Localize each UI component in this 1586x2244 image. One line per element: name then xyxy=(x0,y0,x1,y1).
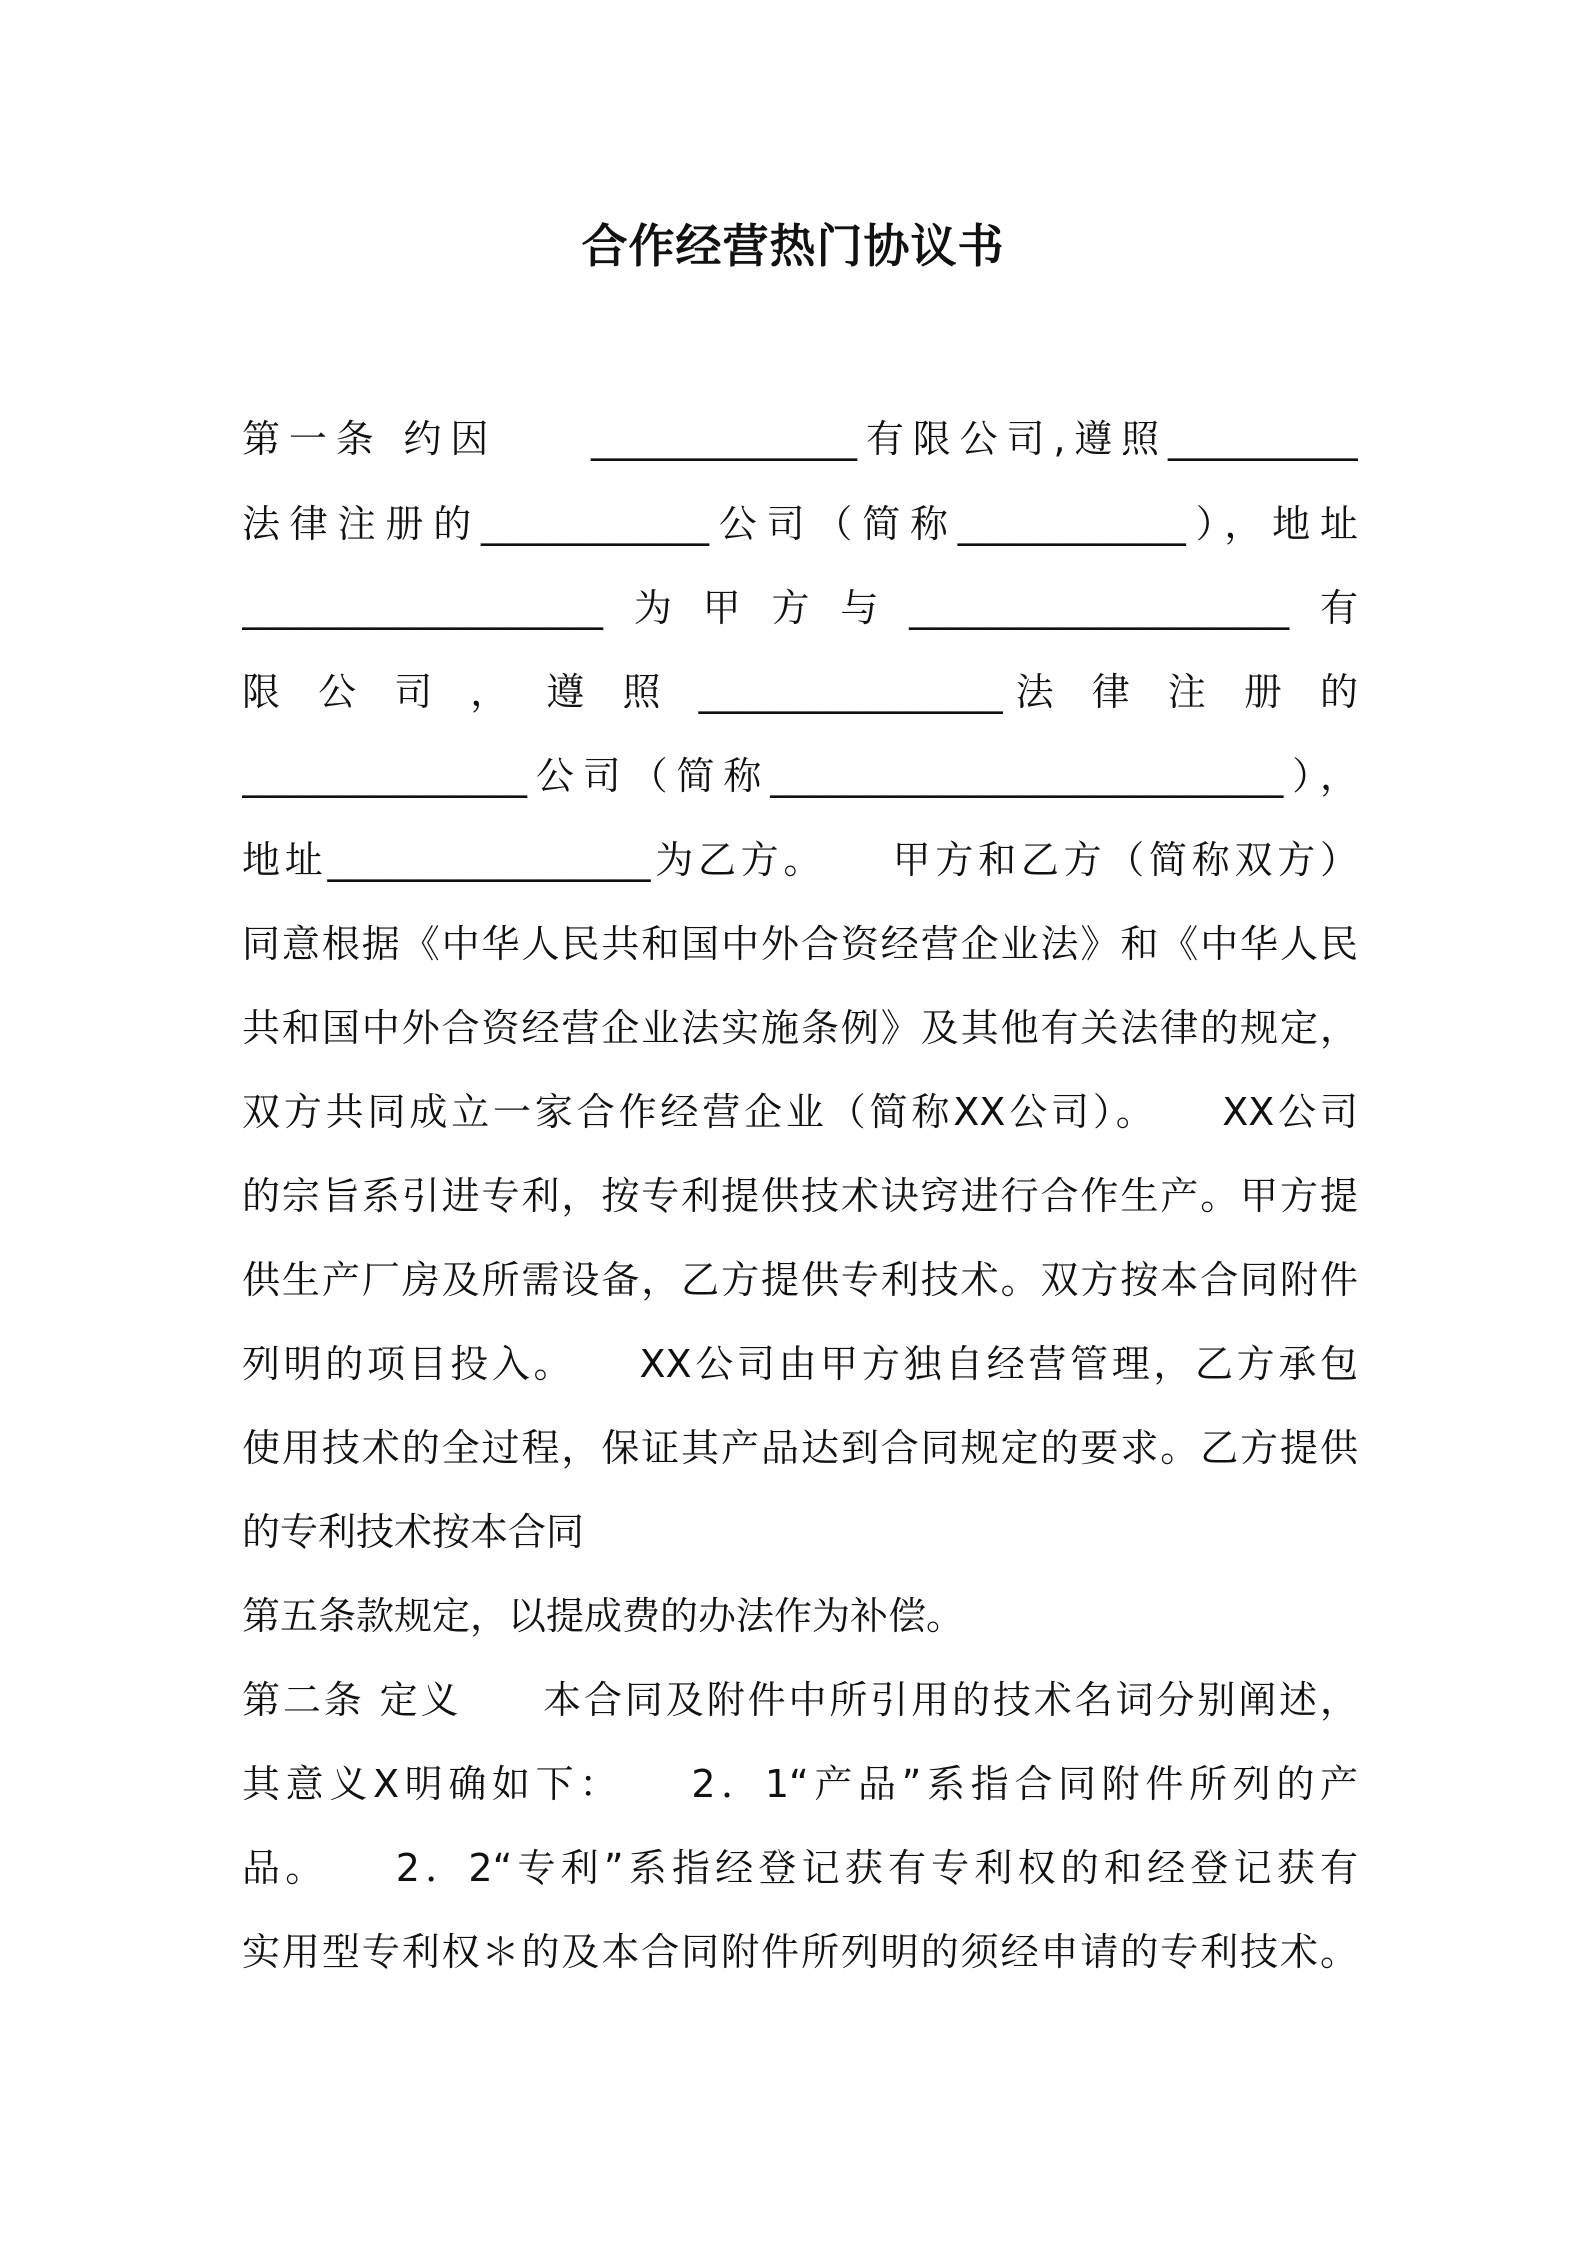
body-line-13: 使用技术的全过程，保证其产品达到合同规定的要求。乙方提供 xyxy=(242,1426,1358,1470)
body-line-15: 第五条款规定，以提成费的办法作为补偿。 xyxy=(242,1594,965,1638)
body-line-11: 供生产厂房及所需设备，乙方提供专利技术。双方按本合同附件 xyxy=(242,1258,1358,1302)
body-line-17: 其意义X明确如下： 2．1“产品”系指合同附件所列的产 xyxy=(242,1762,1358,1806)
body-line-10: 的宗旨系引进专利，按专利提供技术诀窍进行合作生产。甲方提 xyxy=(242,1174,1358,1218)
body-line-6: 地址_________________为乙方。 甲方和乙方（简称双方） xyxy=(242,838,1358,882)
body-line-16: 第二条 定义 本合同及附件中所引用的技术名词分别阐述， xyxy=(242,1678,1358,1722)
body-line-12: 列明的项目投入。 XX公司由甲方独自经营管理，乙方承包 xyxy=(242,1342,1358,1386)
body-line-1: 第一条 约因 ______________有限公司,遵照__________ xyxy=(242,417,1358,461)
body-line-2: 法律注册的____________公司（简称____________），地址 xyxy=(242,502,1358,546)
body-line-8: 共和国中外合资经营企业法实施条例》及其他有关法律的规定， xyxy=(242,1006,1358,1050)
body-line-3: ___________________为甲方与____________________有 xyxy=(242,586,1358,630)
body-line-19: 实用型专利权＊的及本合同附件所列明的须经申请的专利技术。 xyxy=(242,1930,1358,1974)
body-line-9: 双方共同成立一家合作经营企业（简称XX公司）。 XX公司 xyxy=(242,1090,1358,1134)
body-line-18: 品。 2．2“专利”系指经登记获有专利权的和经登记获有 xyxy=(242,1846,1358,1890)
body-line-5: _______________公司（简称___________________________）， xyxy=(242,754,1358,798)
body-line-14: 的专利技术按本合同 xyxy=(242,1510,585,1554)
document-title: 合作经营热门协议书 xyxy=(581,219,1005,273)
body-line-4: 限 公 司 ， 遵 照 ________________法 律 注 册 的 xyxy=(242,670,1358,714)
body-line-7: 同意根据《中华人民共和国中外合资经营企业法》和《中华人民 xyxy=(242,922,1358,966)
